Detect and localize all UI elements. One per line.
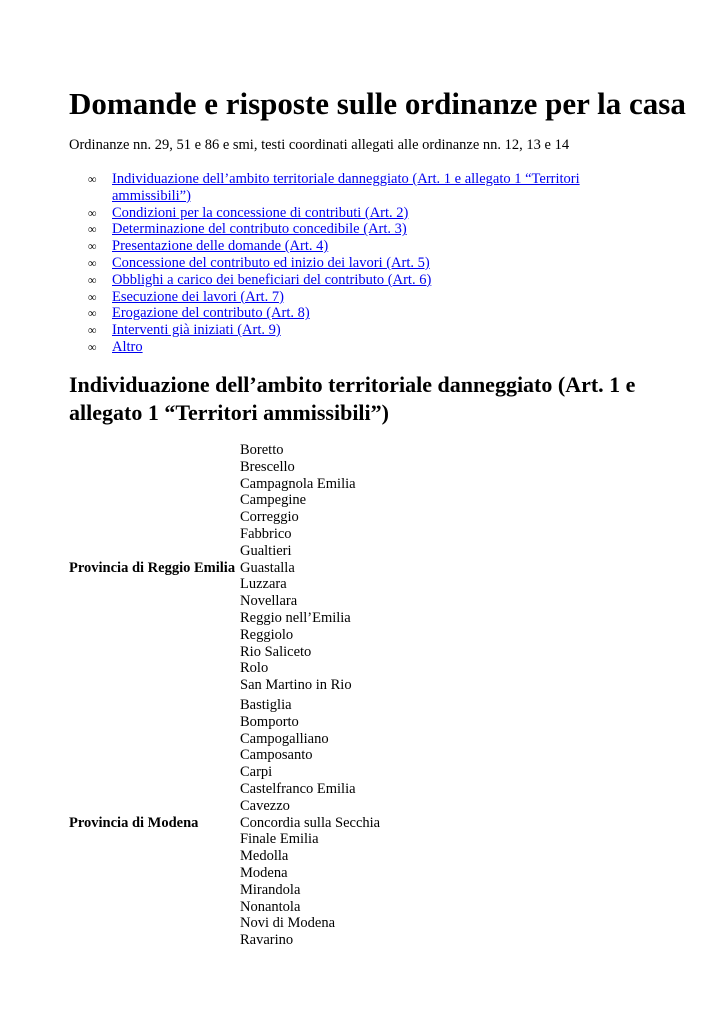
- toc-item: [88, 205, 608, 222]
- municipality: Camposanto: [240, 747, 313, 764]
- toc-link-art-9[interactable]: Interventi già iniziati (Art. 9): [112, 322, 281, 339]
- municipality: Nonantola: [240, 898, 301, 915]
- toc-item: [88, 171, 608, 205]
- municipality: Mirandola: [240, 881, 301, 898]
- toc-item: [88, 221, 608, 238]
- toc-link-art-2[interactable]: Condizioni per la concessione di contributi (Art. 2): [112, 204, 409, 221]
- toc-link-art-4[interactable]: Presentazione delle domande (Art. 4): [112, 238, 329, 255]
- infinity-bullet-icon: ∞: [88, 222, 97, 237]
- toc-link-art-7[interactable]: Esecuzione dei lavori (Art. 7): [112, 288, 284, 305]
- municipality: Campogalliano: [240, 730, 329, 747]
- municipality: Cavezzo: [240, 797, 290, 814]
- municipality: Castelfranco Emilia: [240, 780, 356, 797]
- municipality: Campegine: [240, 492, 307, 509]
- infinity-bullet-icon: ∞: [88, 239, 97, 254]
- infinity-bullet-icon: ∞: [88, 323, 97, 338]
- infinity-bullet-icon: ∞: [88, 172, 97, 186]
- toc-item: [88, 339, 608, 356]
- page-subtitle: Ordinanze nn. 29, 51 e 86 e smi, testi coordinati allegati alle ordinanze nn. 12, 13 e 14: [69, 137, 570, 153]
- municipality: Reggiolo: [240, 626, 294, 643]
- municipality: Boretto: [240, 442, 284, 458]
- municipality: Bomporto: [240, 713, 299, 730]
- toc-link-art-6[interactable]: Obblighi a carico dei beneficiari del contributo (Art. 6): [112, 271, 432, 288]
- infinity-bullet-icon: ∞: [88, 255, 97, 270]
- toc-item: [88, 322, 608, 339]
- infinity-bullet-icon: ∞: [88, 306, 97, 321]
- infinity-bullet-icon: ∞: [88, 205, 97, 220]
- municipality: Concordia sulla Secchia: [240, 814, 381, 831]
- municipality: Reggio nell’Emilia: [240, 609, 351, 626]
- municipality: Ravarino: [240, 932, 294, 949]
- toc-link-art-8[interactable]: Erogazione del contributo (Art. 8): [112, 305, 310, 322]
- toc-item: [88, 289, 608, 306]
- province-label-modena: Provincia di Modena: [69, 815, 199, 831]
- municipality: Novi di Modena: [240, 915, 336, 932]
- municipality-list-modena: [240, 697, 380, 949]
- infinity-bullet-icon: ∞: [88, 339, 97, 354]
- toc-item: [88, 305, 608, 322]
- toc-item: [88, 272, 608, 289]
- province-label-reggio-emilia: Provincia di Reggio Emilia: [69, 560, 236, 576]
- section-heading-ambito: Individuazione dell’ambito territoriale danneggiato (Art. 1 e allegato 1 “Territori ammissibili”): [69, 372, 636, 425]
- municipality: Brescello: [240, 458, 295, 475]
- infinity-bullet-icon: ∞: [88, 289, 97, 304]
- toc-item: [88, 255, 608, 272]
- municipality: Modena: [240, 864, 288, 881]
- municipality: Carpi: [240, 764, 273, 781]
- municipality: Campagnola Emilia: [240, 475, 356, 492]
- toc-link-altro[interactable]: Altro: [112, 338, 143, 355]
- municipality: Gualtieri: [240, 542, 292, 559]
- municipality: Finale Emilia: [240, 831, 319, 848]
- municipality: Guastalla: [240, 559, 295, 576]
- infinity-bullet-icon: ∞: [88, 272, 97, 287]
- toc-link-art-5[interactable]: Concessione del contributo ed inizio dei lavori (Art. 5): [112, 254, 430, 271]
- municipality-list-reggio-emilia: [240, 442, 356, 694]
- table-of-contents: [88, 171, 608, 356]
- municipality: Bastiglia: [240, 697, 292, 713]
- municipality: San Martino in Rio: [240, 677, 352, 694]
- toc-link-art-3[interactable]: Determinazione del contributo concedibile (Art. 3): [112, 221, 407, 238]
- municipality: Luzzara: [240, 576, 287, 593]
- municipality: Rolo: [240, 660, 269, 677]
- toc-link-art-1[interactable]: Individuazione dell’ambito territoriale danneggiato (Art. 1 e allegato 1 “Territori ammissibili”): [112, 171, 580, 204]
- municipality: Correggio: [240, 509, 299, 526]
- page-title: Domande e risposte sulle ordinanze per la casa: [69, 86, 686, 121]
- municipality: Novellara: [240, 593, 298, 610]
- municipality: Rio Saliceto: [240, 643, 312, 660]
- municipality: Fabbrico: [240, 525, 292, 542]
- toc-item: [88, 238, 608, 255]
- municipality: Medolla: [240, 848, 289, 865]
